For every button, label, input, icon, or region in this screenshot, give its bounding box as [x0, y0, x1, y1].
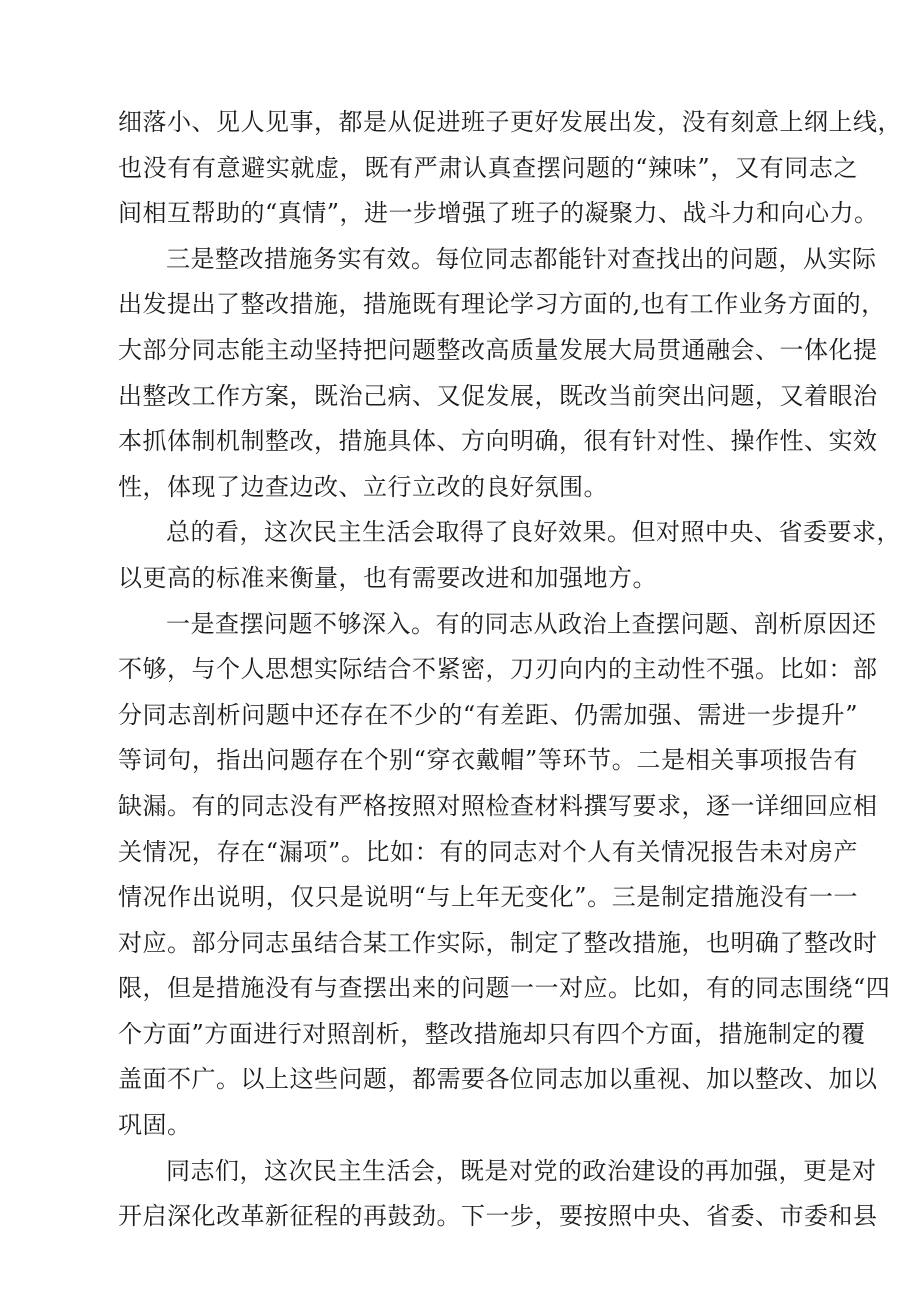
text-line: 大部分同志能主动坚持把问题整改高质量发展大局贯通融会、一体化提 [118, 335, 878, 364]
text-line: 间相互帮助的“真情”，进一步增强了班子的凝聚力、战斗力和向心力。 [118, 199, 879, 228]
text-line: 性，体现了边查边改、立行立改的良好氛围。 [118, 472, 608, 501]
text-line: 限，但是措施没有与查摆出来的问题一一对应。比如，有的同志围绕“四 [118, 974, 891, 1003]
text-line: 对应。部分同志虽结合某工作实际，制定了整改措施，也明确了整改时 [118, 928, 878, 957]
text-line: 一是查摆问题不够深入。有的同志从政治上查摆问题、剖析原因还 [166, 609, 877, 638]
text-line: 情况作出说明，仅只是说明“与上年无变化”。三是制定措施没有一一 [118, 883, 858, 912]
text-line: 不够，与个人思想实际结合不紧密，刀刃向内的主动性不强。比如：部 [118, 655, 878, 684]
text-line: 缺漏。有的同志没有严格按照对照检查材料撰写要求，逐一详细回应相 [118, 791, 878, 820]
text-line: 开启深化改革新征程的再鼓劲。下一步，要按照中央、省委、市委和县 [118, 1202, 878, 1231]
text-line: 关情况，存在“漏项”。比如：有的同志对个人有关情况报告未对房产 [118, 837, 858, 866]
text-line: 细落小、见人见事，都是从促进班子更好发展出发，没有刻意上纲上线， [118, 108, 902, 136]
text-line: 出整改工作方案，既治己病、又促发展，既改当前突出问题，又着眼治 [118, 381, 878, 410]
text-line: 个方面”方面进行对照剖析，整改措施却只有四个方面，措施制定的覆 [118, 1019, 866, 1048]
text-line: 也没有有意避实就虚，既有严肃认真查摆问题的“辣味”，又有同志之 [118, 153, 858, 182]
text-line: 等词句，指出问题存在个别“穿衣戴帽”等环节。二是相关事项报告有 [118, 746, 858, 775]
text-line: 三是整改措施务实有效。每位同志都能针对查找出的问题，从实际 [166, 244, 877, 273]
text-line: 同志们，这次民主生活会，既是对党的政治建设的再加强，更是对 [166, 1156, 877, 1185]
text-line: 以更高的标准来衡量，也有需要改进和加强地方。 [118, 563, 657, 592]
text-line: 出发提出了整改措施，措施既有理论学习方面的,也有工作业务方面的， [118, 290, 886, 319]
text-line: 本抓体制机制整改，措施具体、方向明确，很有针对性、操作性、实效 [118, 427, 878, 456]
text-line: 总的看，这次民主生活会取得了良好效果。但对照中央、省委要求， [166, 518, 901, 547]
document-body [118, 100, 902, 1240]
text-line: 巩固。 [118, 1111, 192, 1140]
text-line: 分同志剖析问题中还存在不少的“有差距、仍需加强、需进一步提升” [118, 700, 858, 729]
text-line: 盖面不广。以上这些问题，都需要各位同志加以重视、加以整改、加以 [118, 1065, 878, 1094]
